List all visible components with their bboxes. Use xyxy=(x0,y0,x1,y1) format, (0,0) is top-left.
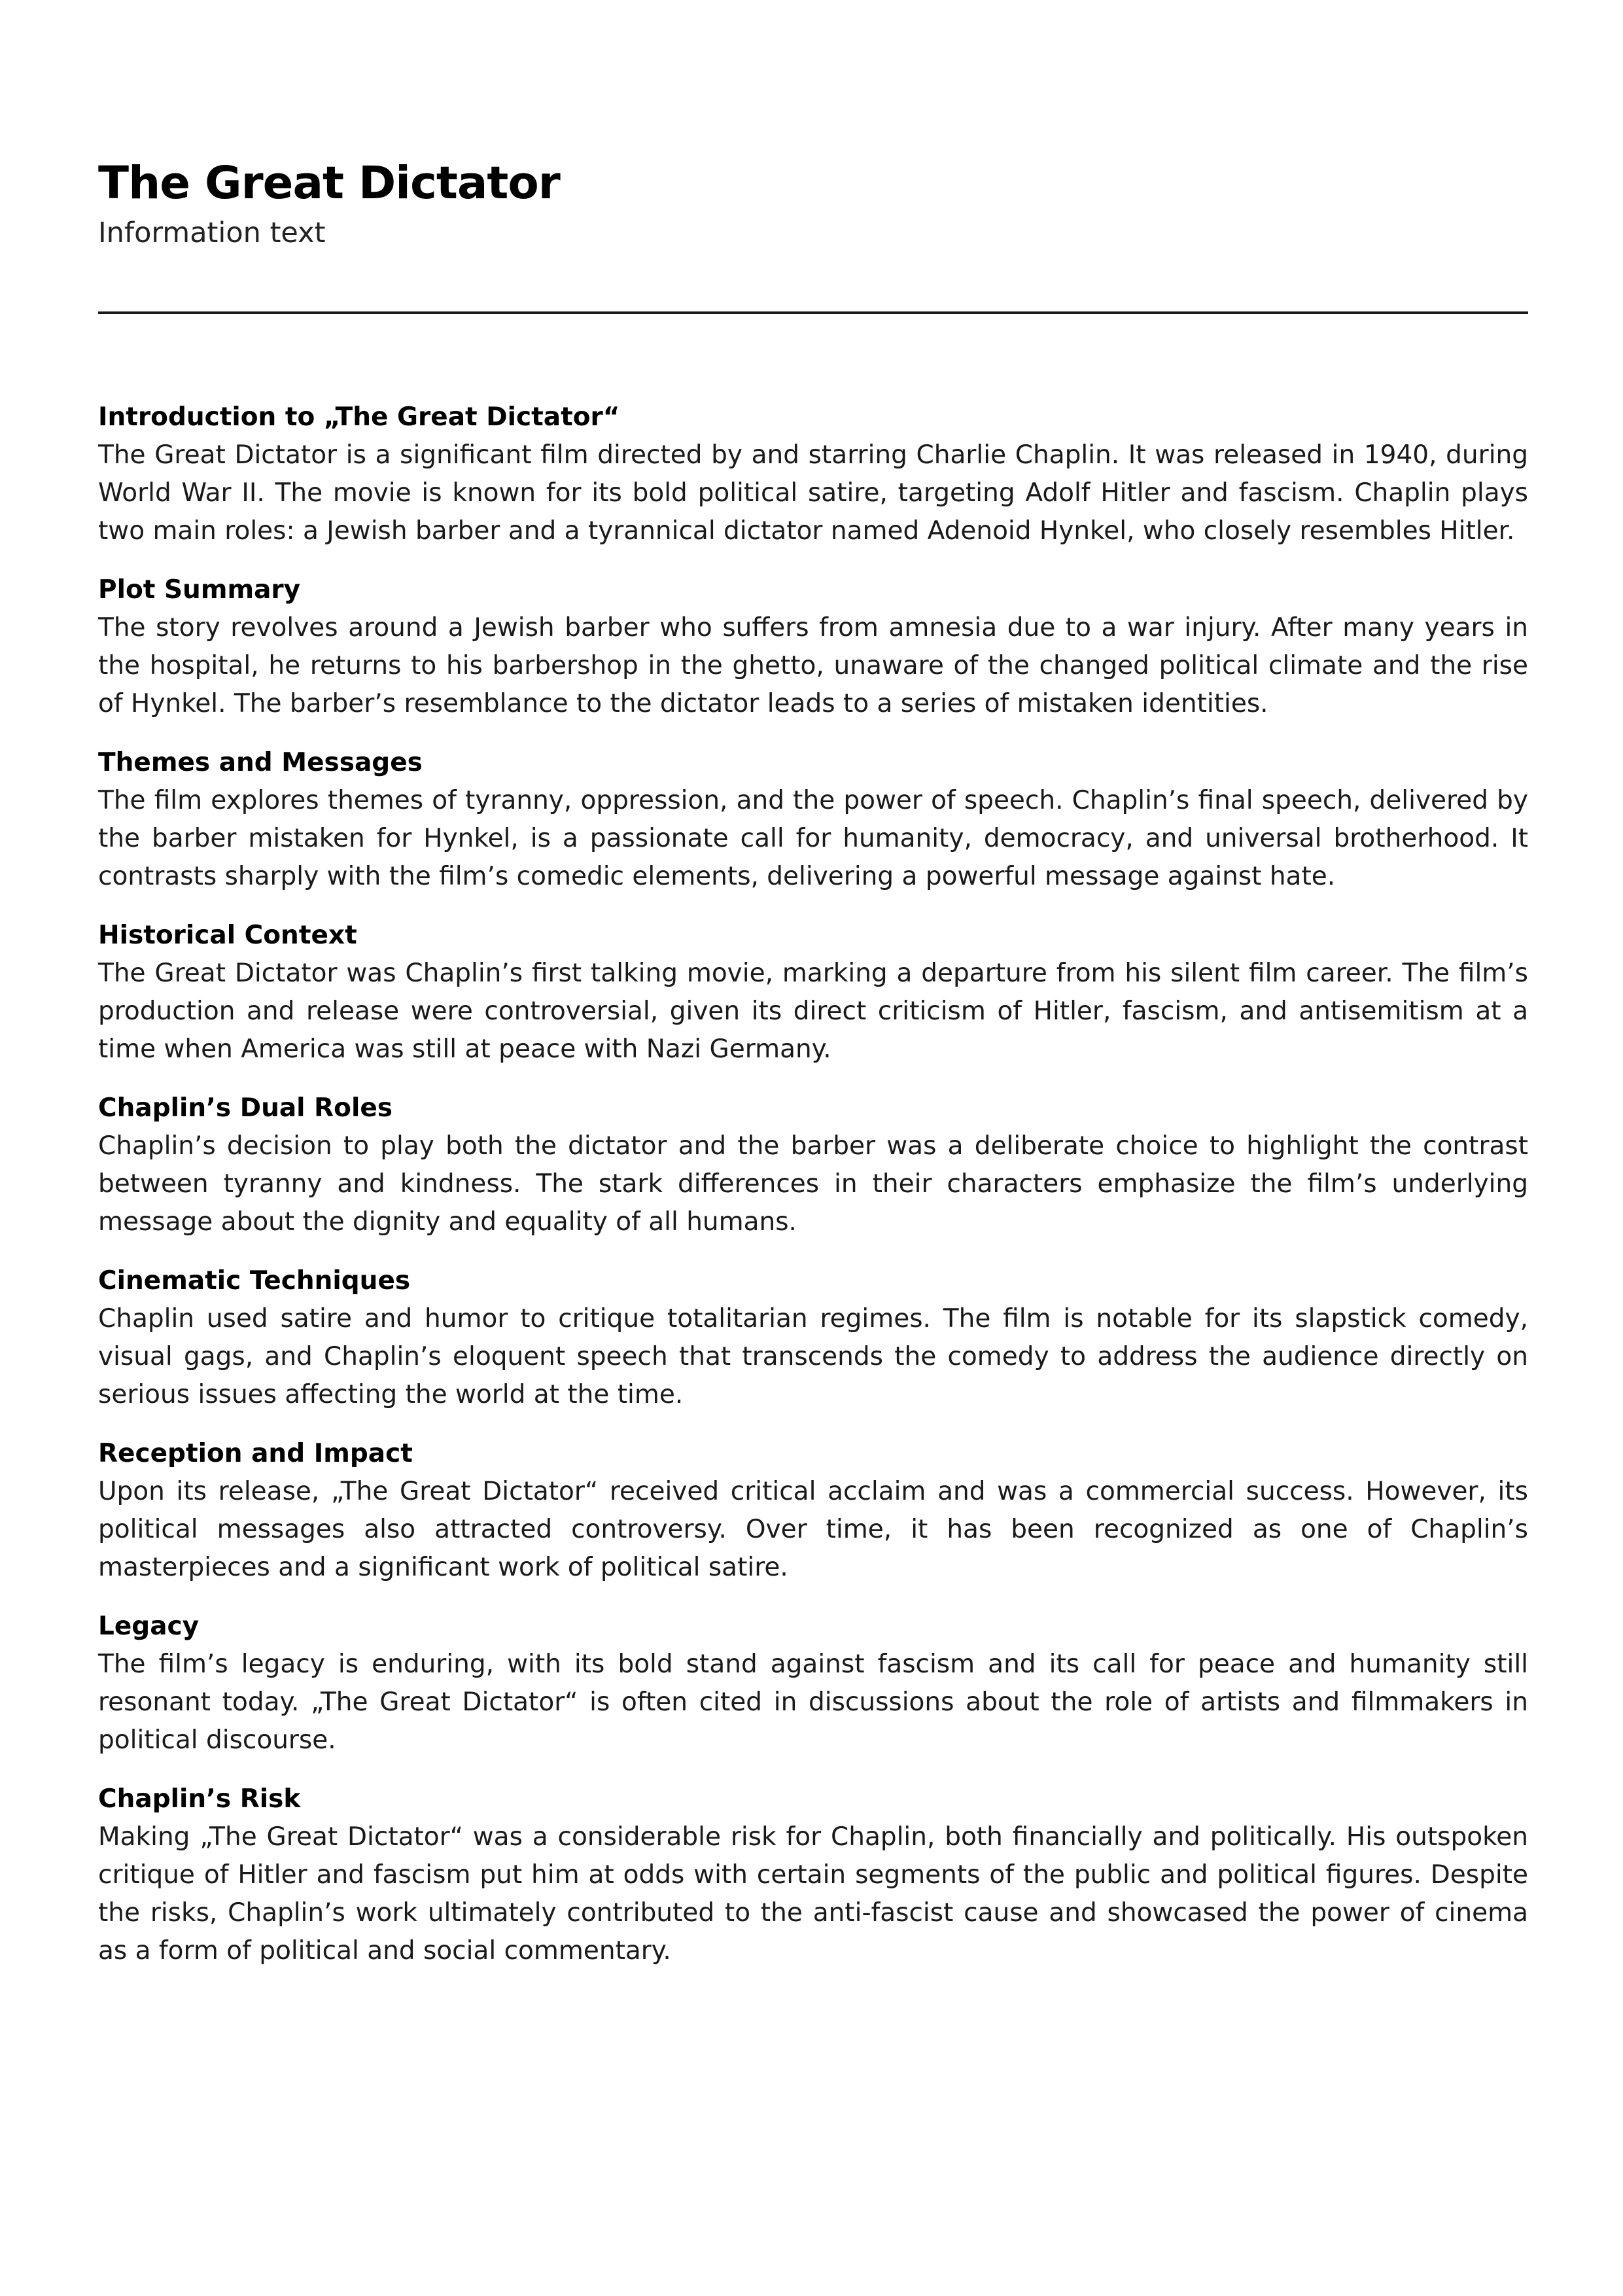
section-heading: Introduction to „The Great Dictator“ xyxy=(98,402,620,432)
section-text: Chaplin used satire and humor to critique totalitarian regimes. The film is notable for its slapstick comedy, visual gags, and Chaplin’s eloquent speech that transcends the comedy to address the audience directly on serious issues affecting the world at the time. xyxy=(98,1304,1528,1409)
section-heading: Plot Summary xyxy=(98,575,301,605)
section-heading: Themes and Messages xyxy=(98,748,423,777)
page-title: The Great Dictator xyxy=(98,157,560,209)
document-body xyxy=(98,398,1528,1991)
section-heading: Reception and Impact xyxy=(98,1439,413,1468)
header-divider xyxy=(98,311,1528,314)
page-subtitle: Information text xyxy=(98,217,326,249)
section-text: The story revolves around a Jewish barber who suffers from amnesia due to a war injury. After many years in the hospital, he returns to his barbershop in the ghetto, unaware of the changed political climate and the rise of Hynkel. The barber’s resemblance to the dictator leads to a series of mistaken identities. xyxy=(98,613,1528,718)
section-heading: Chaplin’s Risk xyxy=(98,1784,301,1814)
section-historical-context xyxy=(98,917,1528,1069)
section-reception-and-impact xyxy=(98,1435,1528,1587)
section-heading: Historical Context xyxy=(98,921,357,950)
section-plot-summary xyxy=(98,571,1528,723)
section-chaplins-risk xyxy=(98,1780,1528,1970)
section-text: Chaplin’s decision to play both the dictator and the barber was a deliberate choice to highlight the contrast between tyranny and kindness. The stark differences in their characters emphasize the film’s underlying message about the dignity and equality of all humans. xyxy=(98,1131,1528,1237)
section-text: The film’s legacy is enduring, with its bold stand against fascism and its call for peace and humanity still resonant today. „The Great Dictator“ is often cited in discussions about the role of artists and filmmakers in political discourse. xyxy=(98,1650,1528,1755)
section-text: Upon its release, „The Great Dictator“ received critical acclaim and was a commercial success. However, its political messages also attracted controversy. Over time, it has been recognized as one of Chaplin’s masterpieces and a significant work of political satire. xyxy=(98,1477,1528,1582)
section-text: The film explores themes of tyranny, oppression, and the power of speech. Chaplin’s final speech, delivered by the barber mistaken for Hynkel, is a passionate call for humanity, democracy, and universal brotherhood. It contrasts sharply with the film’s comedic elements, delivering a powerful message against hate. xyxy=(98,786,1528,891)
section-heading: Chaplin’s Dual Roles xyxy=(98,1093,393,1123)
section-introduction xyxy=(98,398,1528,550)
section-heading: Cinematic Techniques xyxy=(98,1266,411,1296)
section-text: Making „The Great Dictator“ was a considerable risk for Chaplin, both financially and politically. His outspoken critique of Hitler and fascism put him at odds with certain segments of the public and political figures. Despite the risks, Chaplin’s work ultimately contributed to the anti-fascist cause and showcased the power of cinema as a form of political and social commentary. xyxy=(98,1822,1528,1966)
section-text: The Great Dictator was Chaplin’s first talking movie, marking a departure from his silent film career. The film’s production and release were controversial, given its direct criticism of Hitler, fascism, and antisemitism at a time when America was still at peace with Nazi Germany. xyxy=(98,959,1528,1064)
section-dual-roles xyxy=(98,1089,1528,1241)
section-text: The Great Dictator is a significant film directed by and starring Charlie Chaplin. It was released in 1940, during World War II. The movie is known for its bold political satire, targeting Adolf Hitler and fascism. Chaplin plays two main roles: a Jewish barber and a tyrannical dictator named Adenoid Hynkel, who closely resembles Hitler. xyxy=(98,440,1528,546)
section-cinematic-techniques xyxy=(98,1262,1528,1414)
section-themes-and-messages xyxy=(98,744,1528,896)
section-heading: Legacy xyxy=(98,1612,200,1641)
section-legacy xyxy=(98,1608,1528,1759)
